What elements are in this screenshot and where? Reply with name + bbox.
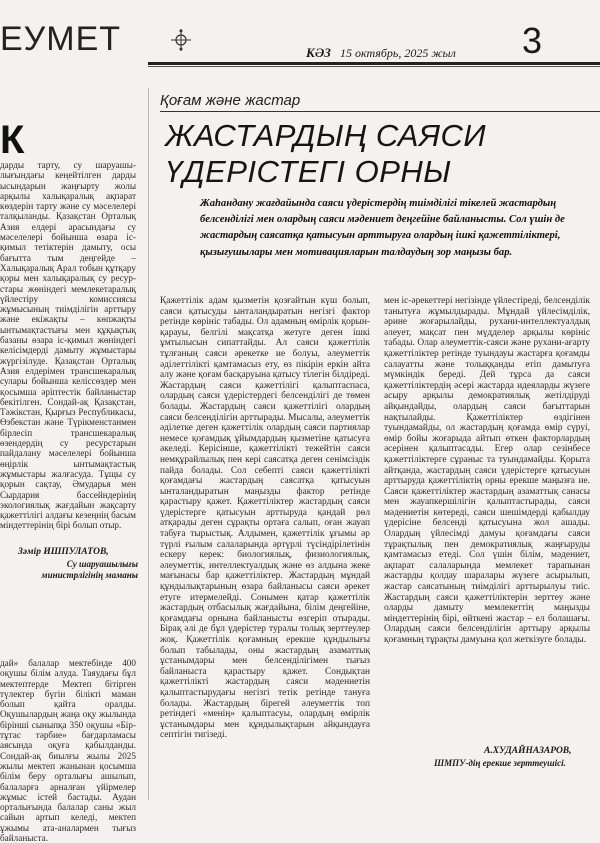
- page-number: 3: [522, 20, 543, 61]
- article-headline: [165, 118, 486, 190]
- article-column-1: Қажеттілік адам қызметін қозғайтын күш болып, саяси қатысуды ынталандыратын негізгі фактор ретінде көрініс табады. Ол адамның өмірлік қорын-қарауы, белгілі мақсатқа жетуге деген ішкі ұмтылысын сипаттайды. Ал саяси қажеттілік тұлғаның саяси әрекетке ие болуы, әлеуметтік әділеттілікті қамтамасыз ету, өз пікірін еркін айта алу және қоғам басқаруына қатысу тілегін білдіреді. Жастардың саяси қажеттілігі қалыптаспаса, олардың саяси үдерістердегі белсенділігі де төмен болады. Жастардың саяси қажеттілігі олардың саяси белсенділігін арттырады. Мысалы, әлеуметтік әділетке деген қажеттілік олардың саяси партиялар немесе қоғамдық ұйымдардың қызметіне қатысуға әкеледі. Керісінше, қажеттілікті тежейтін саяси немқұрайлылық пен кері саясатқа деген сенімсіздік пайда болады. Сол себепті саяси қажеттілікті қоғамдағы жастардың саясатқа қатысуын ынталандыратын маңызды фактор ретінде қарастыру қажет. Қажеттіліктер жастардың саяси үдерістерге қатысуын арттыруда қандай рөл атқарады деген сұрақты ортаға салып, оған жауап табуға тырыстық. Алдымен, қажеттілік ұғымы әр түрлі ғылым салаларында әртүрлі түсіндірілетінін ескеру керек: биологиялық, физиологиялық, әлеуметтік, интеллектуалдық және өз алдына жеке мағынасы бар қажеттіліктер. Жастардың мұндай құндылықтарының өзара байланысы саяси әрекет етуге итермелейді. Сонымен қатар қажеттілік жастардың отбасылық жағдайына, білім деңгейіне, қоғамдағы орнына байланысты өзгеріп отырады. Бірақ әлі де бұл үдерістер туралы толық зерттеулер жоқ. Қажеттілік қоғамның ерекше құндылығы болып табылады, оны жастардың азаматтық ұстанымдары мен белсенділігімен тығыз байланыста қарастыру қажет. Сондықтан қажеттілікті жастардың саяси мәдениетін қалыптастырудағы негізгі тетік ретінде тануға болады. Жастардың бірегей әлеуметтік топ ретіндегі «менің» қалыптасуы, олардың өмірлік ұстанымдары мен құндылықтарын айқындауға септігін тигізеді.: [160, 296, 370, 741]
- newspaper-logo: КӘЗ: [306, 45, 331, 60]
- header-rule: [148, 62, 600, 65]
- section-title: ЕУМЕТ: [0, 20, 122, 58]
- header-rule-thin: [148, 66, 600, 67]
- left-bottom-text: дай» балалар мектебінде 400 оқушы білім алуда. Таяудағы бұл мектептерде Мектеп бітірген түлектер бүгін білікті маман болып қайта оралды. Оқушылардың жаңа оқу жылында бірінші сыныпқа 350 оқушы «Біртұтас тәрбие» бағдарламасы аясында оқуға қабылданды. Сондай-ақ биылғы жылы 2025 жылы мектеп жанынан қосымша білім беру орталығы ашылып, балаларға арналған үйірмелер жұмыс істей бастады. Аудан орталығында балалар саны жыл сайын артып келеді, мектеп ұжымы ата-аналармен тығыз байланыста.: [0, 658, 136, 843]
- article-rubric: Қоғам және жастар: [160, 92, 301, 109]
- rubric-underline: [160, 111, 600, 112]
- left-signature-name: Зәмір ИШПУЛАТОВ,: [18, 547, 109, 557]
- left-article-headline-fragment: К: [0, 118, 25, 162]
- author-name: А.ХУДАЙНАЗАРОВ,: [484, 746, 572, 756]
- headline-line-2: ҮДЕРІСТЕГІ ОРНЫ: [165, 154, 452, 189]
- author-position: ШМПУ-дің ерекше зерттеушісі.: [434, 758, 566, 768]
- article-column-2: мен іс-әрекеттері негізінде үйлестіреді, белсенділік танытуға жұмылдырады. Мұндай үйлесімділік, әрине жоғарылайды, рухани-интеллектуалдық әлеует, мақсат пен мүдделер арқылы көрініс табады. Олар әлеуметтік-саяси және рухани-ағарту қажеттіліктер ретінде туындауы жастарға қоғамды салауатты және толыққанды етіп дамытуға мүмкіндік береді. Дей тұрса да саяси қажеттіліктердің әсері жастарда идеяларды жүзеге асыру арқылы демократиялық жетілдіруді айқындайды, олардың саяси бағыттарын нақтылайды. Қажеттіліктер өздігінен туындамайды, ол жастардың қоғамда өмір сүруі, өмір бойы жоғарыда айтып өткен факторлардың әсерінен қалыптасады. Егер олар сезінбесе қажеттіліктерге сұраныс та туындамайды. Қорыта айтқанда, жастардың саяси үдерістерге қатысуын арттыруда қажеттіліктің орны ерекше маңызға ие. Саяси қажеттіліктер жастардың азаматтық санасы мен жауапкершілігін қалыптастырады, саяси мәдениетін көтереді, саяси шешімдерді қабылдау үдерісіне белсенді қатысуына жол ашады. Олардың үйлесімді дамуы қоғамдағы саяси тұрақтылық пен демократиялық жаңғыруды қамтамасыз етеді. Сол үшін білім, мәдениет, ақпарат салаларында мемлекет тарапынан жастарды қолдау шаралары жүзеге асырылып, жастар саясатының тиімділігі арттырылуы тиіс. Жастардың саяси қажеттіліктерін зерттеу және оларды дамыту мемлекеттің маңызды міндеттерінің бірі, өйткені жастар – ел болашағы. Олардың саяси белсенділігін арттыру арқылы қоғамның тұрақты дамуына қол жеткізуге болады.: [384, 296, 590, 645]
- left-column-text: дарды тарту, су шаруашылығындағы кеңейтілген дарды ысындарын жаңғырту жолы арқылы халықаралық ақпарат көздерін тарту және су мәселелері талқыланды. Қазақстан Орталық Азия елдері арасындағы су мәселелері бойынша өзара іс-қимыл тетіктерін дамыту, осы бағытта тым деңгейде – Халықаралық Арал тобын құтқару қоры мен халықаралық су ресурстары жөніндегі мемлекетаралық үйлестіру комиссиясы жұмысының тиімділігін арттыру және екіжақты – көпжақты ынтымақтастығы мен құқықтық базаны өзара іс-қимыл жөніндегі келісімдерді дамыту жұмыстары жүргізілуде. Қазақстан Орталық Азия елдерімен трансшекаралық сулары бойынша келіссөздер мен қосымша әріптестік байланыстар бекітілген. Сондай-ақ Қазақстан, Тәжікстан, Қырғыз Республикасы, Өзбекстан және Түрікменстанмен бірлесіп трансшекаралық өзендердің су ресурстарын пайдалану мәселелері бойынша өңірлік ынтымақтастық жұмыстары жалғасуда. Тұщы су қорын сақтау, Әмударья мен Сырдария бассейндерінің экологиялық жағдайын жақсарту қажеттілігі алдағы кезеңнің басым міндеттерінің бірі болып отыр.: [0, 160, 136, 531]
- issue-date: 15 октябрь, 2025 жыл: [340, 46, 456, 60]
- headline-line-1: ЖАСТАРДЫҢ САЯСИ: [165, 118, 487, 153]
- ornament-icon: [170, 28, 192, 52]
- column-divider: [148, 88, 149, 800]
- article-lead: Жаһандану жағдайында саяси үдерістердің тиімділігі тікелей жастардың белсенділігі мен олардың саяси мәдениет деңгейіне байланысты. Сол үшін де жастардың саясатқа қатысуын арттыруға олардың ішкі қажеттіліктері, қызығушылары мен мотивацияларын талдаудың зор маңызы бар.: [200, 198, 565, 258]
- left-signature-position: Су шаруашылығы министрлігінің маманы: [41, 559, 138, 580]
